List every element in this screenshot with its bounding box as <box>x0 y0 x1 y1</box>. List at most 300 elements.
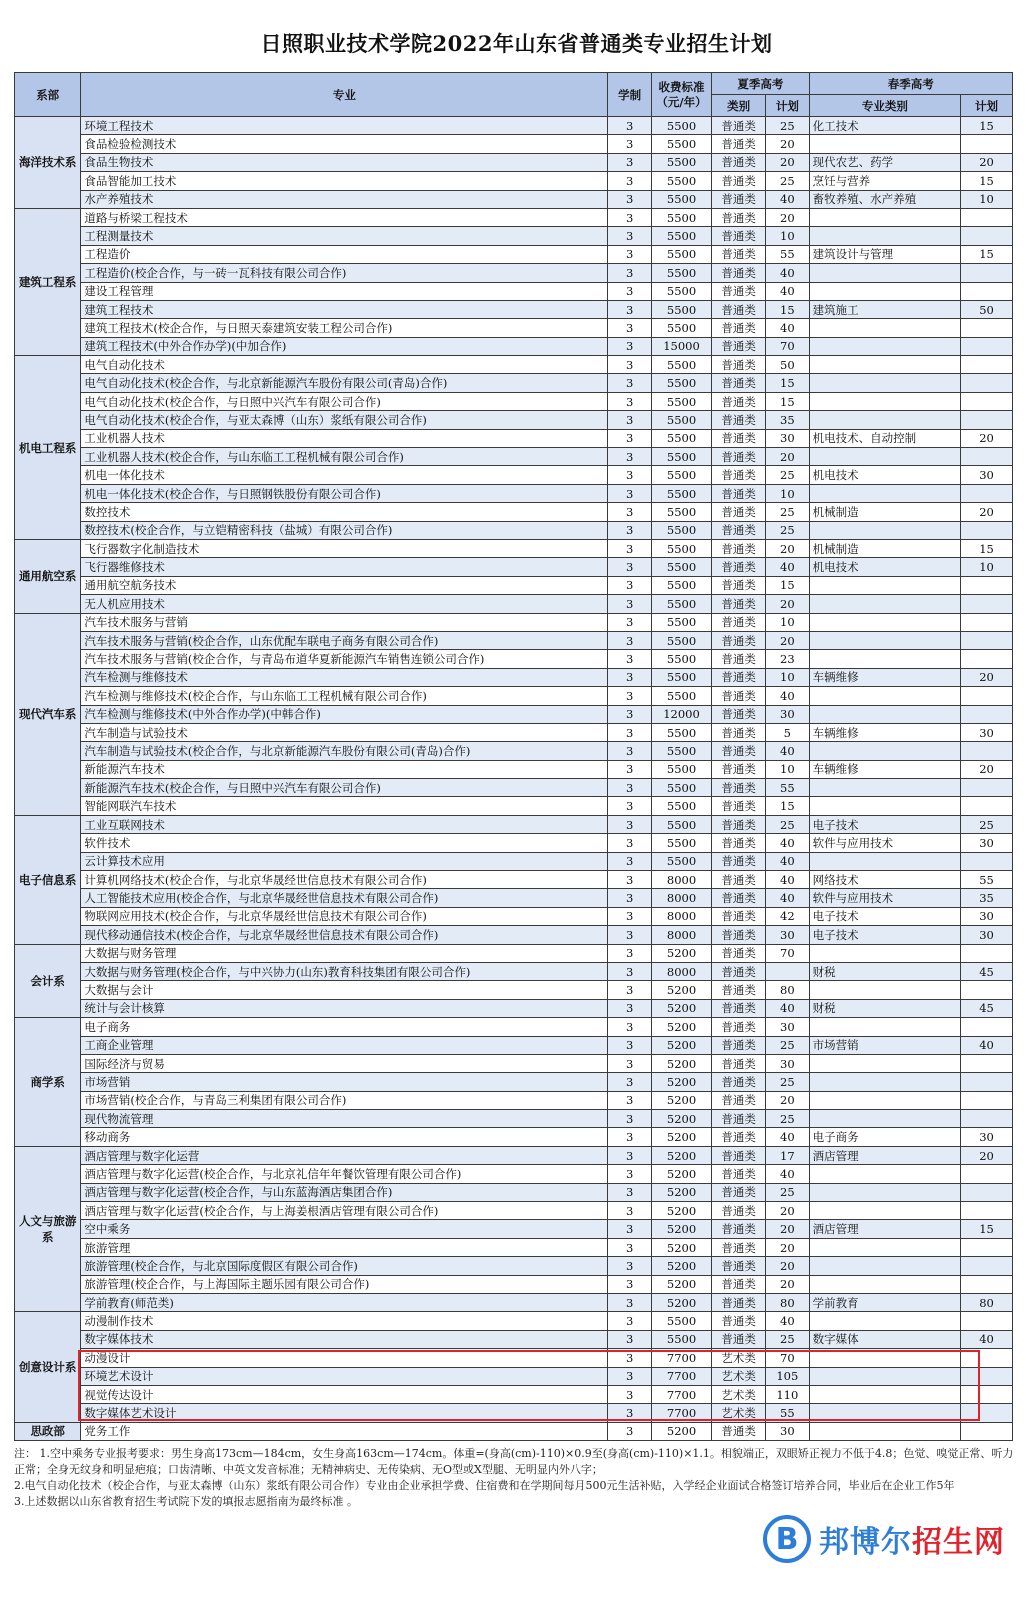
years-cell: 3 <box>608 723 652 741</box>
spring-type-cell <box>809 1091 960 1109</box>
spring-plan-cell: 20 <box>961 668 1013 686</box>
note-3: 3.上述数据以山东省教育招生考试院下发的填报志愿指南为最终标准 。 <box>14 1495 358 1508</box>
years-cell: 3 <box>608 668 652 686</box>
spring-plan-cell <box>961 705 1013 723</box>
summer-plan-cell: 50 <box>766 356 810 374</box>
fee-cell: 5200 <box>651 1422 711 1440</box>
fee-cell: 5500 <box>651 815 711 833</box>
fee-cell: 5500 <box>651 356 711 374</box>
major-cell: 酒店管理与数字化运营 <box>81 1146 608 1164</box>
spring-type-cell <box>809 392 960 410</box>
table-row <box>15 871 1013 889</box>
years-cell: 3 <box>608 282 652 300</box>
summer-type-cell: 艺术类 <box>712 1367 766 1385</box>
fee-cell: 5500 <box>651 208 711 226</box>
major-cell: 工程造价(校企合作，与一砖一瓦科技有限公司合作) <box>81 264 608 282</box>
spring-type-cell: 数字媒体 <box>809 1330 960 1348</box>
fee-cell: 5500 <box>651 466 711 484</box>
table-row <box>15 448 1013 466</box>
summer-type-cell: 普通类 <box>712 282 766 300</box>
major-cell: 数字媒体技术 <box>81 1330 608 1348</box>
major-cell: 汽车制造与试验技术(校企合作，与北京新能源汽车股份有限公司(青岛)合作) <box>81 742 608 760</box>
table-row <box>15 1183 1013 1201</box>
spring-type-cell <box>809 1349 960 1367</box>
years-cell: 3 <box>608 1404 652 1422</box>
summer-plan-cell: 20 <box>766 631 810 649</box>
fee-cell: 5500 <box>651 319 711 337</box>
table-row <box>15 1404 1013 1422</box>
table-row <box>15 208 1013 226</box>
note-2: 2.电气自动化技术（校企合作，与亚太森博（山东）浆纸有限公司合作）专业由企业承担学费、住宿费和在学期间每月500元生活补贴，入学经企业面试合格签订培养合同，毕业后在企业工作5年 <box>14 1479 955 1492</box>
years-cell: 3 <box>608 871 652 889</box>
dept-cell: 会计系 <box>15 944 81 1018</box>
major-cell: 市场营销(校企合作，与青岛三利集团有限公司合作) <box>81 1091 608 1109</box>
fee-cell: 5200 <box>651 944 711 962</box>
fee-cell: 5200 <box>651 1257 711 1275</box>
fee-cell: 5500 <box>651 613 711 631</box>
spring-plan-cell: 30 <box>961 834 1013 852</box>
spring-plan-cell <box>961 1367 1013 1385</box>
years-cell: 3 <box>608 392 652 410</box>
summer-plan-cell: 10 <box>766 668 810 686</box>
summer-type-cell: 普通类 <box>712 650 766 668</box>
summer-type-cell: 普通类 <box>712 153 766 171</box>
years-cell: 3 <box>608 448 652 466</box>
fee-cell: 5200 <box>651 1091 711 1109</box>
spring-type-cell: 化工技术 <box>809 117 960 135</box>
table-row <box>15 466 1013 484</box>
spring-type-cell <box>809 448 960 466</box>
spring-type-cell: 财税 <box>809 999 960 1017</box>
table-row <box>15 190 1013 208</box>
summer-plan-cell: 25 <box>766 172 810 190</box>
summer-type-cell: 普通类 <box>712 227 766 245</box>
header-years: 学制 <box>608 73 652 117</box>
spring-type-cell <box>809 135 960 153</box>
table-row <box>15 1220 1013 1238</box>
summer-type-cell: 普通类 <box>712 576 766 594</box>
summer-type-cell: 普通类 <box>712 411 766 429</box>
table-row <box>15 907 1013 925</box>
summer-type-cell: 普通类 <box>712 319 766 337</box>
table-row <box>15 889 1013 907</box>
summer-type-cell: 普通类 <box>712 613 766 631</box>
fee-cell: 5500 <box>651 595 711 613</box>
years-cell: 3 <box>608 1385 652 1403</box>
spring-plan-cell <box>961 687 1013 705</box>
major-cell: 动漫设计 <box>81 1349 608 1367</box>
spring-plan-cell <box>961 1054 1013 1072</box>
table-row <box>15 429 1013 447</box>
major-cell: 工业机器人技术(校企合作，与山东临工工程机械有限公司合作) <box>81 448 608 466</box>
spring-type-cell: 电子技术 <box>809 815 960 833</box>
major-cell: 环境艺术设计 <box>81 1367 608 1385</box>
spring-type-cell <box>809 521 960 539</box>
spring-type-cell <box>809 319 960 337</box>
summer-plan-cell: 105 <box>766 1367 810 1385</box>
years-cell: 3 <box>608 503 652 521</box>
years-cell: 3 <box>608 1257 652 1275</box>
table-row <box>15 1422 1013 1440</box>
spring-type-cell: 现代农艺、药学 <box>809 153 960 171</box>
summer-plan-cell: 40 <box>766 1312 810 1330</box>
spring-plan-cell: 20 <box>961 153 1013 171</box>
summer-type-cell: 普通类 <box>712 300 766 318</box>
spring-type-cell <box>809 411 960 429</box>
spring-plan-cell <box>961 356 1013 374</box>
summer-plan-cell: 40 <box>766 190 810 208</box>
site-logo[interactable] <box>763 1513 1005 1565</box>
spring-plan-cell <box>961 981 1013 999</box>
years-cell: 3 <box>608 926 652 944</box>
spring-type-cell <box>809 374 960 392</box>
years-cell: 3 <box>608 539 652 557</box>
spring-type-cell <box>809 705 960 723</box>
summer-type-cell: 艺术类 <box>712 1404 766 1422</box>
spring-plan-cell <box>961 337 1013 355</box>
table-row <box>15 539 1013 557</box>
summer-type-cell: 普通类 <box>712 926 766 944</box>
table-row <box>15 595 1013 613</box>
fee-cell: 5500 <box>651 834 711 852</box>
years-cell: 3 <box>608 1165 652 1183</box>
spring-plan-cell <box>961 1165 1013 1183</box>
summer-plan-cell: 42 <box>766 907 810 925</box>
major-cell: 移动商务 <box>81 1128 608 1146</box>
years-cell: 3 <box>608 1110 652 1128</box>
fee-cell: 5200 <box>651 1220 711 1238</box>
major-cell: 食品智能加工技术 <box>81 172 608 190</box>
major-cell: 学前教育(师范类) <box>81 1294 608 1312</box>
major-cell: 计算机网络技术(校企合作，与北京华晟经世信息技术有限公司合作) <box>81 871 608 889</box>
years-cell: 3 <box>608 760 652 778</box>
summer-type-cell: 普通类 <box>712 907 766 925</box>
spring-plan-cell: 45 <box>961 962 1013 980</box>
spring-plan-cell <box>961 392 1013 410</box>
summer-type-cell: 普通类 <box>712 245 766 263</box>
spring-type-cell: 机电技术 <box>809 558 960 576</box>
spring-plan-cell: 15 <box>961 1220 1013 1238</box>
summer-plan-cell: 25 <box>766 1036 810 1054</box>
summer-type-cell: 普通类 <box>712 117 766 135</box>
table-row <box>15 411 1013 429</box>
years-cell: 3 <box>608 466 652 484</box>
spring-type-cell: 软件与应用技术 <box>809 834 960 852</box>
summer-type-cell: 普通类 <box>712 264 766 282</box>
table-row <box>15 1091 1013 1109</box>
years-cell: 3 <box>608 1054 652 1072</box>
summer-type-cell: 普通类 <box>712 1202 766 1220</box>
summer-type-cell: 普通类 <box>712 779 766 797</box>
fee-cell: 8000 <box>651 871 711 889</box>
summer-plan-cell: 20 <box>766 1220 810 1238</box>
major-cell: 旅游管理(校企合作，与上海国际主题乐园有限公司合作) <box>81 1275 608 1293</box>
header-dept: 系部 <box>15 73 81 117</box>
major-cell: 酒店管理与数字化运营(校企合作，与上海姜根酒店管理有限公司合作) <box>81 1202 608 1220</box>
summer-plan-cell: 20 <box>766 1257 810 1275</box>
summer-type-cell: 普通类 <box>712 1146 766 1164</box>
fee-cell: 5500 <box>651 760 711 778</box>
summer-plan-cell: 70 <box>766 1349 810 1367</box>
summer-plan-cell: 80 <box>766 981 810 999</box>
summer-plan-cell: 20 <box>766 539 810 557</box>
spring-plan-cell: 30 <box>961 1128 1013 1146</box>
table-row <box>15 576 1013 594</box>
spring-type-cell: 车辆维修 <box>809 760 960 778</box>
years-cell: 3 <box>608 797 652 815</box>
major-cell: 电气自动化技术 <box>81 356 608 374</box>
fee-cell: 5200 <box>651 1238 711 1256</box>
fee-cell: 5200 <box>651 1165 711 1183</box>
table-row <box>15 1385 1013 1403</box>
major-cell: 电气自动化技术(校企合作，与日照中兴汽车有限公司合作) <box>81 392 608 410</box>
spring-plan-cell <box>961 1018 1013 1036</box>
spring-type-cell <box>809 797 960 815</box>
spring-plan-cell: 35 <box>961 889 1013 907</box>
table-row <box>15 1110 1013 1128</box>
spring-type-cell: 市场营销 <box>809 1036 960 1054</box>
summer-type-cell: 普通类 <box>712 374 766 392</box>
table-row <box>15 999 1013 1017</box>
summer-type-cell: 普通类 <box>712 999 766 1017</box>
spring-plan-cell: 40 <box>961 1036 1013 1054</box>
dept-cell: 人文与旅游系 <box>15 1146 81 1312</box>
spring-type-cell <box>809 576 960 594</box>
dept-cell: 电子信息系 <box>15 815 81 944</box>
summer-plan-cell: 40 <box>766 319 810 337</box>
summer-type-cell: 普通类 <box>712 723 766 741</box>
table-row <box>15 337 1013 355</box>
spring-type-cell <box>809 1054 960 1072</box>
summer-type-cell: 普通类 <box>712 1330 766 1348</box>
years-cell: 3 <box>608 1128 652 1146</box>
spring-plan-cell: 30 <box>961 466 1013 484</box>
summer-plan-cell: 25 <box>766 117 810 135</box>
summer-plan-cell: 20 <box>766 135 810 153</box>
summer-type-cell: 普通类 <box>712 1165 766 1183</box>
fee-cell: 7700 <box>651 1385 711 1403</box>
table-row <box>15 117 1013 135</box>
table-row <box>15 319 1013 337</box>
major-cell: 人工智能技术应用(校企合作，与北京华晟经世信息技术有限公司合作) <box>81 889 608 907</box>
major-cell: 现代物流管理 <box>81 1110 608 1128</box>
table-row <box>15 723 1013 741</box>
spring-type-cell: 机电技术 <box>809 466 960 484</box>
summer-plan-cell: 30 <box>766 705 810 723</box>
logo-text <box>819 1517 1005 1561</box>
major-cell: 物联网应用技术(校企合作，与北京华晟经世信息技术有限公司合作) <box>81 907 608 925</box>
major-cell: 食品检验检测技术 <box>81 135 608 153</box>
fee-cell: 5500 <box>651 429 711 447</box>
spring-plan-cell <box>961 319 1013 337</box>
spring-type-cell <box>809 1183 960 1201</box>
summer-type-cell: 普通类 <box>712 448 766 466</box>
table-row <box>15 374 1013 392</box>
fee-cell: 5200 <box>651 981 711 999</box>
summer-plan-cell: 25 <box>766 1330 810 1348</box>
major-cell: 视觉传达设计 <box>81 1385 608 1403</box>
spring-plan-cell <box>961 1422 1013 1440</box>
years-cell: 3 <box>608 962 652 980</box>
spring-plan-cell <box>961 1385 1013 1403</box>
summer-plan-cell: 20 <box>766 1238 810 1256</box>
summer-plan-cell: 20 <box>766 1202 810 1220</box>
years-cell: 3 <box>608 1349 652 1367</box>
spring-plan-cell: 55 <box>961 871 1013 889</box>
years-cell: 3 <box>608 521 652 539</box>
spring-plan-cell <box>961 1238 1013 1256</box>
summer-plan-cell: 55 <box>766 1404 810 1422</box>
fee-cell: 5500 <box>651 411 711 429</box>
major-cell: 旅游管理 <box>81 1238 608 1256</box>
table-header <box>15 73 1013 117</box>
dept-cell: 创意设计系 <box>15 1312 81 1422</box>
spring-type-cell: 建筑设计与管理 <box>809 245 960 263</box>
fee-cell: 5500 <box>651 264 711 282</box>
fee-cell: 5200 <box>651 1294 711 1312</box>
years-cell: 3 <box>608 117 652 135</box>
fee-cell: 5500 <box>651 539 711 557</box>
major-cell: 软件技术 <box>81 834 608 852</box>
summer-type-cell: 普通类 <box>712 484 766 502</box>
summer-plan-cell: 40 <box>766 558 810 576</box>
spring-type-cell <box>809 595 960 613</box>
fee-cell: 5200 <box>651 1275 711 1293</box>
summer-type-cell: 普通类 <box>712 429 766 447</box>
logo-text-a: 邦博尔 <box>819 1525 912 1560</box>
spring-plan-cell: 20 <box>961 429 1013 447</box>
fee-cell: 7700 <box>651 1367 711 1385</box>
major-cell: 电子商务 <box>81 1018 608 1036</box>
table-row <box>15 1128 1013 1146</box>
years-cell: 3 <box>608 889 652 907</box>
major-cell: 工程测量技术 <box>81 227 608 245</box>
summer-plan-cell <box>766 962 810 980</box>
spring-type-cell <box>809 650 960 668</box>
table-row <box>15 742 1013 760</box>
fee-cell: 8000 <box>651 926 711 944</box>
fee-cell: 5500 <box>651 576 711 594</box>
years-cell: 3 <box>608 705 652 723</box>
spring-plan-cell <box>961 1312 1013 1330</box>
summer-type-cell: 普通类 <box>712 631 766 649</box>
summer-type-cell: 普通类 <box>712 1275 766 1293</box>
major-cell: 工业机器人技术 <box>81 429 608 447</box>
spring-type-cell: 畜牧养殖、水产养殖 <box>809 190 960 208</box>
spring-plan-cell <box>961 742 1013 760</box>
summer-plan-cell: 15 <box>766 576 810 594</box>
summer-type-cell: 普通类 <box>712 1036 766 1054</box>
summer-type-cell: 普通类 <box>712 1018 766 1036</box>
spring-type-cell: 电子技术 <box>809 926 960 944</box>
spring-plan-cell <box>961 852 1013 870</box>
major-cell: 环境工程技术 <box>81 117 608 135</box>
spring-plan-cell <box>961 521 1013 539</box>
spring-type-cell <box>809 337 960 355</box>
summer-plan-cell: 25 <box>766 503 810 521</box>
summer-type-cell: 普通类 <box>712 595 766 613</box>
summer-type-cell: 普通类 <box>712 1312 766 1330</box>
fee-cell: 5500 <box>651 190 711 208</box>
table-row <box>15 172 1013 190</box>
spring-type-cell <box>809 944 960 962</box>
table-row <box>15 631 1013 649</box>
major-cell: 动漫制作技术 <box>81 1312 608 1330</box>
years-cell: 3 <box>608 337 652 355</box>
spring-plan-cell <box>961 595 1013 613</box>
table-row <box>15 484 1013 502</box>
fee-cell: 5200 <box>651 1036 711 1054</box>
summer-plan-cell: 20 <box>766 153 810 171</box>
fee-cell: 5500 <box>651 227 711 245</box>
dept-cell: 建筑工程系 <box>15 208 81 355</box>
fee-cell: 5500 <box>651 521 711 539</box>
fee-cell: 5500 <box>651 484 711 502</box>
summer-plan-cell: 5 <box>766 723 810 741</box>
years-cell: 3 <box>608 1330 652 1348</box>
fee-cell: 5500 <box>651 172 711 190</box>
summer-plan-cell: 20 <box>766 595 810 613</box>
major-cell: 电气自动化技术(校企合作，与亚太森博（山东）浆纸有限公司合作) <box>81 411 608 429</box>
years-cell: 3 <box>608 190 652 208</box>
years-cell: 3 <box>608 1220 652 1238</box>
years-cell: 3 <box>608 576 652 594</box>
summer-plan-cell: 40 <box>766 282 810 300</box>
spring-plan-cell <box>961 135 1013 153</box>
summer-plan-cell: 40 <box>766 834 810 852</box>
years-cell: 3 <box>608 999 652 1017</box>
spring-type-cell: 酒店管理 <box>809 1220 960 1238</box>
table-row <box>15 356 1013 374</box>
dept-cell: 思政部 <box>15 1422 81 1440</box>
major-cell: 汽车技术服务与营销(校企合作，与青岛布道华夏新能源汽车销售连锁公司合作) <box>81 650 608 668</box>
spring-plan-cell: 30 <box>961 723 1013 741</box>
summer-type-cell: 普通类 <box>712 1091 766 1109</box>
spring-plan-cell <box>961 374 1013 392</box>
dept-cell: 商学系 <box>15 1018 81 1147</box>
spring-plan-cell <box>961 1275 1013 1293</box>
fee-cell: 5500 <box>651 723 711 741</box>
table-body <box>15 117 1013 1441</box>
summer-type-cell: 普通类 <box>712 521 766 539</box>
summer-plan-cell: 55 <box>766 245 810 263</box>
major-cell: 新能源汽车技术 <box>81 760 608 778</box>
table-row <box>15 1202 1013 1220</box>
summer-type-cell: 普通类 <box>712 852 766 870</box>
summer-type-cell: 普通类 <box>712 742 766 760</box>
major-cell: 机电一体化技术 <box>81 466 608 484</box>
years-cell: 3 <box>608 135 652 153</box>
years-cell: 3 <box>608 613 652 631</box>
major-cell: 市场营销 <box>81 1073 608 1091</box>
summer-type-cell: 普通类 <box>712 834 766 852</box>
table-row <box>15 1054 1013 1072</box>
years-cell: 3 <box>608 1275 652 1293</box>
years-cell: 3 <box>608 595 652 613</box>
major-cell: 大数据与财务管理(校企合作，与中兴协力(山东)教育科技集团有限公司合作) <box>81 962 608 980</box>
major-cell: 建筑工程技术(校企合作，与日照天泰建筑安装工程公司合作) <box>81 319 608 337</box>
summer-type-cell: 普通类 <box>712 962 766 980</box>
fee-cell: 5500 <box>651 300 711 318</box>
years-cell: 3 <box>608 687 652 705</box>
summer-type-cell: 普通类 <box>712 1054 766 1072</box>
spring-type-cell: 电子技术 <box>809 907 960 925</box>
spring-plan-cell <box>961 797 1013 815</box>
years-cell: 3 <box>608 319 652 337</box>
enrollment-table <box>14 72 1013 1441</box>
spring-type-cell <box>809 687 960 705</box>
major-cell: 云计算技术应用 <box>81 852 608 870</box>
